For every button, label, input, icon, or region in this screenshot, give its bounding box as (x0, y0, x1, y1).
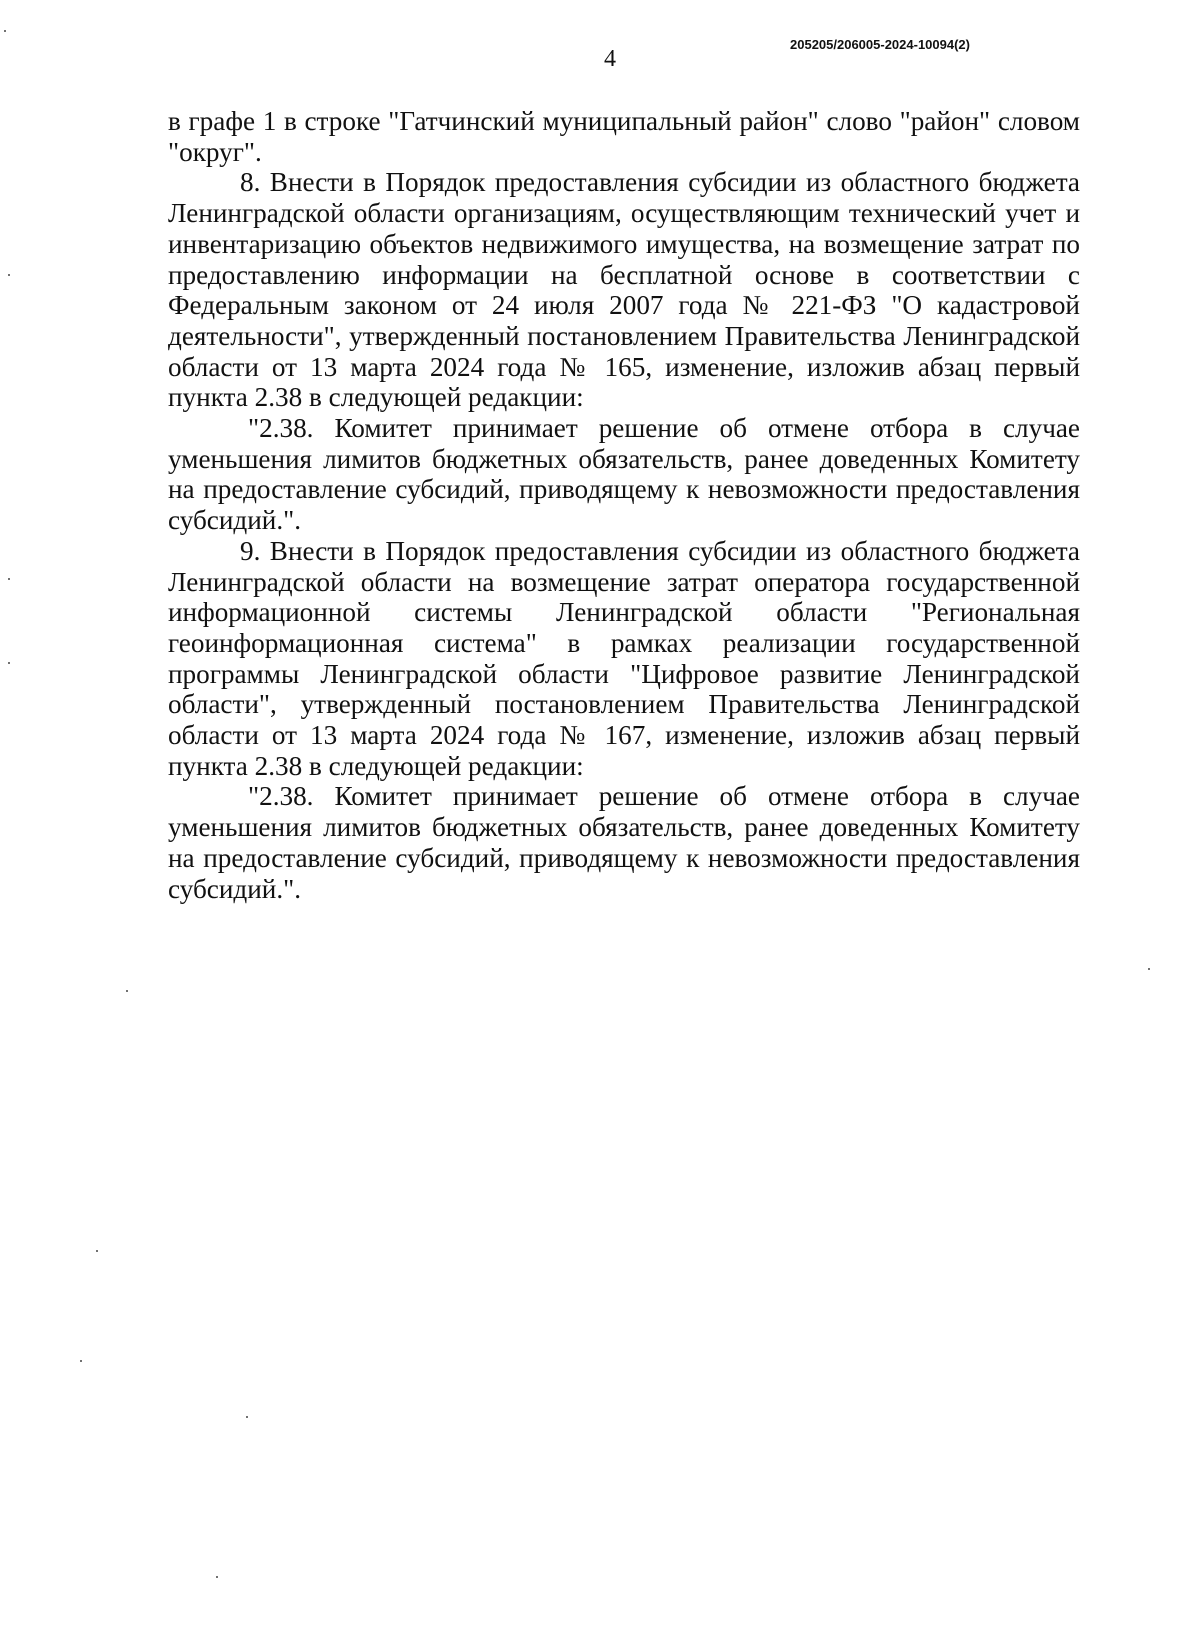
document-body (168, 106, 1080, 904)
paragraph-quote-2: "2.38. Комитет принимает решение об отмене отбора в случае уменьшения лимитов бюджетных обязательств, ранее доведенных Комитету на предоставление субсидий, приводящему к невозможности предоставления субсидий.". (168, 781, 1080, 904)
scan-speck (96, 1250, 98, 1252)
scan-speck (126, 990, 128, 992)
paragraph-item-9: 9. Внести в Порядок предоставления субсидии из областного бюджета Ленинградской области на возмещение затрат оператора государственной информационной системы Ленинградской области "Региональная геоинформационная система" в рамках реализации государственной программы Ленинградской области "Цифровое развитие Ленинградской области", утвержденный постановлением Правительства Ленинградской области от 13 марта 2024 года № 167, изменение, изложив абзац первый пункта 2.38 в следующей редакции: (168, 535, 1080, 781)
page-number: 4 (604, 46, 616, 72)
scan-speck (1148, 968, 1150, 970)
scan-speck (8, 578, 10, 580)
paragraph-item-8: 8. Внести в Порядок предоставления субсидии из областного бюджета Ленинградской области организациям, осуществляющим технический учет и инвентаризацию объектов недвижимого имущества, на возмещение затрат по предоставлению информации на бесплатной основе в соответствии с Федеральным законом от 24 июля 2007 года № 221-ФЗ "О кадастровой деятельности", утвержденный постановлением Правительства Ленинградской области от 13 марта 2024 года № 165, изменение, изложив абзац первый пункта 2.38 в следующей редакции: (168, 167, 1080, 413)
scan-speck (8, 274, 10, 276)
document-id: 205205/206005-2024-10094(2) (790, 37, 970, 52)
paragraph-continuation: в графе 1 в строке "Гатчинский муниципальный район" слово "район" словом "округ". (168, 106, 1080, 167)
scan-speck (80, 1360, 82, 1362)
paragraph-quote-1: "2.38. Комитет принимает решение об отмене отбора в случае уменьшения лимитов бюджетных обязательств, ранее доведенных Комитету на предоставление субсидий, приводящему к невозможности предоставления субсидий.". (168, 413, 1080, 536)
scan-speck (216, 1576, 218, 1578)
scan-speck (246, 1416, 248, 1418)
scan-speck (8, 662, 10, 664)
scan-speck (4, 30, 6, 32)
